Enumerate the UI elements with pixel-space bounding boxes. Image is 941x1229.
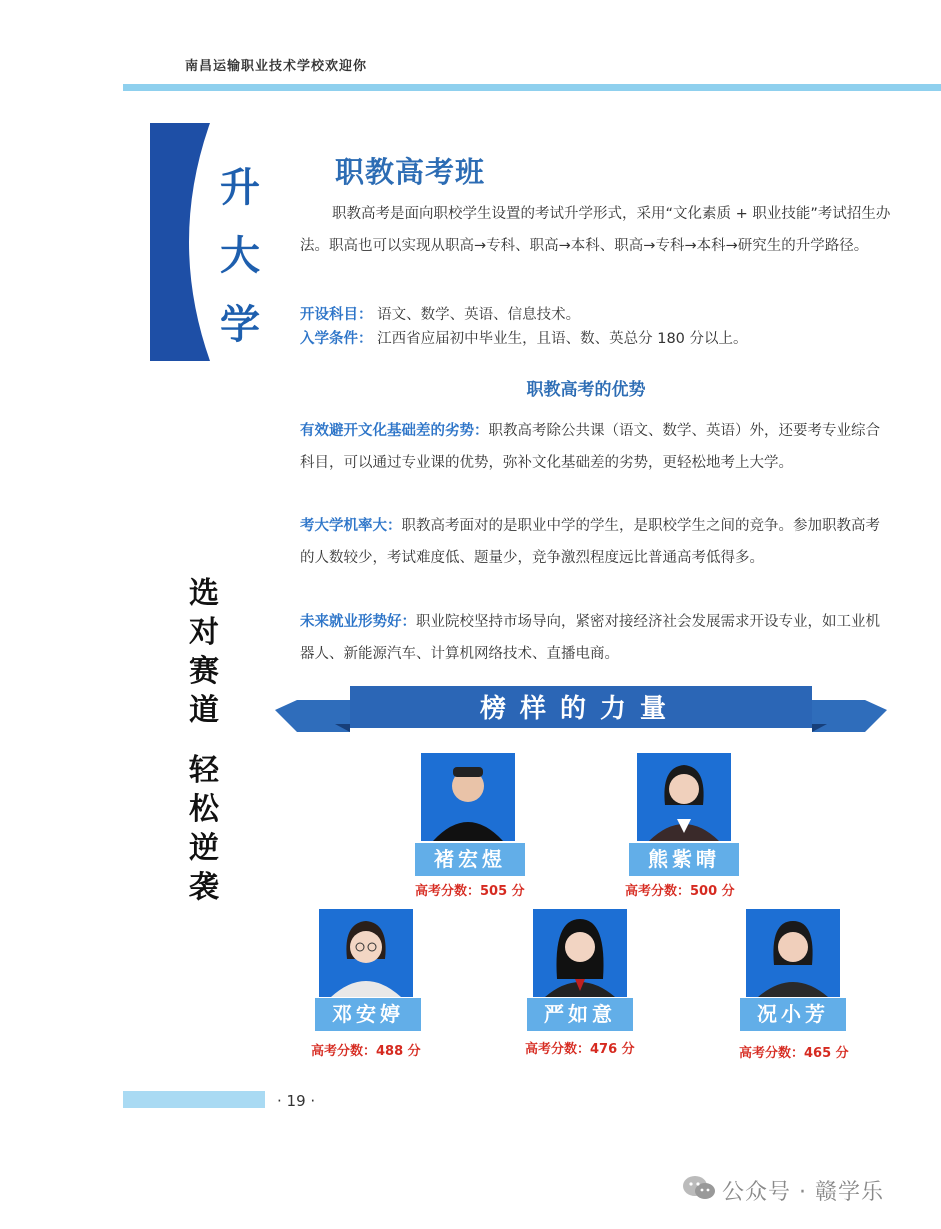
banner-title: 榜样的力量 xyxy=(479,694,680,724)
header-school-name: 南昌运输职业技术学校欢迎你 xyxy=(185,59,368,74)
student-photo xyxy=(319,909,413,997)
student-card xyxy=(415,753,525,899)
advantage-label: 未来就业形势好： xyxy=(300,614,416,630)
wechat-icon xyxy=(682,1174,716,1202)
slogan-char: 袭 xyxy=(189,870,219,905)
advantage-label: 考大学机率大： xyxy=(300,518,402,534)
subjects-value: 语文、数学、英语、信息技术。 xyxy=(377,307,581,323)
student-name: 褚宏煜 xyxy=(415,843,525,876)
student-card xyxy=(527,909,637,1059)
subjects-label: 开设科目： xyxy=(300,307,373,323)
advantages-title: 职教高考的优势 xyxy=(526,380,646,400)
advantage-item xyxy=(300,510,880,574)
advantage-item xyxy=(300,415,890,479)
student-name: 况小芳 xyxy=(740,998,846,1031)
side-char: 大 xyxy=(220,233,260,279)
advantage-label: 有效避开文化基础差的劣势： xyxy=(300,423,489,439)
advantage-text: 职教高考除公共课（语文、数学、英语）外，还要考专业综合科目，可以通过专业课的优势，弥补文化基础差的劣势，更轻松地考上大学。 xyxy=(300,423,880,471)
admission-label: 入学条件： xyxy=(300,331,373,347)
student-photo xyxy=(421,753,515,841)
student-card xyxy=(740,909,850,1059)
student-score: 高考分数：476 分 xyxy=(525,1042,635,1057)
student-name: 严如意 xyxy=(527,998,633,1031)
student-photo xyxy=(637,753,731,841)
slogan-char: 选 xyxy=(189,576,219,611)
student-photo xyxy=(746,909,840,997)
subjects-line xyxy=(300,303,580,324)
admission-value: 江西省应届初中毕业生，且语、数、英总分 180 分以上。 xyxy=(377,331,748,347)
student-name: 邓安婷 xyxy=(315,998,421,1031)
side-crescent-shape xyxy=(150,123,210,361)
slogan-char: 松 xyxy=(189,792,219,827)
footer-bar xyxy=(123,1091,265,1108)
student-name: 熊紫晴 xyxy=(629,843,739,876)
student-score: 高考分数：488 分 xyxy=(311,1044,421,1059)
student-score: 高考分数：505 分 xyxy=(415,884,525,899)
page-number: · 19 · xyxy=(277,1092,316,1110)
intro-paragraph: 职教高考是面向职校学生设置的考试升学形式，采用“文化素质 + 职业技能”考试招生办法。职高也可以实现从职高→专科、职高→本科、职高→专科→本科→研究生的升学路径。 xyxy=(300,206,891,254)
slogan-char: 道 xyxy=(189,693,219,728)
advantage-text: 职教高考面对的是职业中学的学生，是职校学生之间的竞争。参加职教高考的人数较少，考试难度低、题量少，竞争激烈程度远比普通高考低得多。 xyxy=(300,518,880,566)
advantage-item xyxy=(300,606,890,670)
slogan-char: 对 xyxy=(189,615,219,650)
slogan-char: 赛 xyxy=(189,654,219,689)
admission-line xyxy=(300,327,748,348)
student-photo xyxy=(533,909,627,997)
side-char: 升 xyxy=(220,165,260,211)
student-score: 高考分数：500 分 xyxy=(625,884,735,899)
slogan-char: 逆 xyxy=(189,831,219,866)
section-title: 职教高考班 xyxy=(335,155,486,189)
side-char: 学 xyxy=(220,302,260,348)
header-bar xyxy=(123,84,941,91)
student-score: 高考分数：465 分 xyxy=(739,1046,849,1061)
slogan-char: 轻 xyxy=(189,753,219,788)
student-card xyxy=(625,753,739,899)
advantage-text: 职业院校坚持市场导向，紧密对接经济社会发展需求开设专业，如工业机器人、新能源汽车、计算机网络技术、直播电商。 xyxy=(300,614,880,662)
watermark-text: 公众号 · 赣学乐 xyxy=(722,1180,884,1205)
student-card xyxy=(313,909,423,1059)
